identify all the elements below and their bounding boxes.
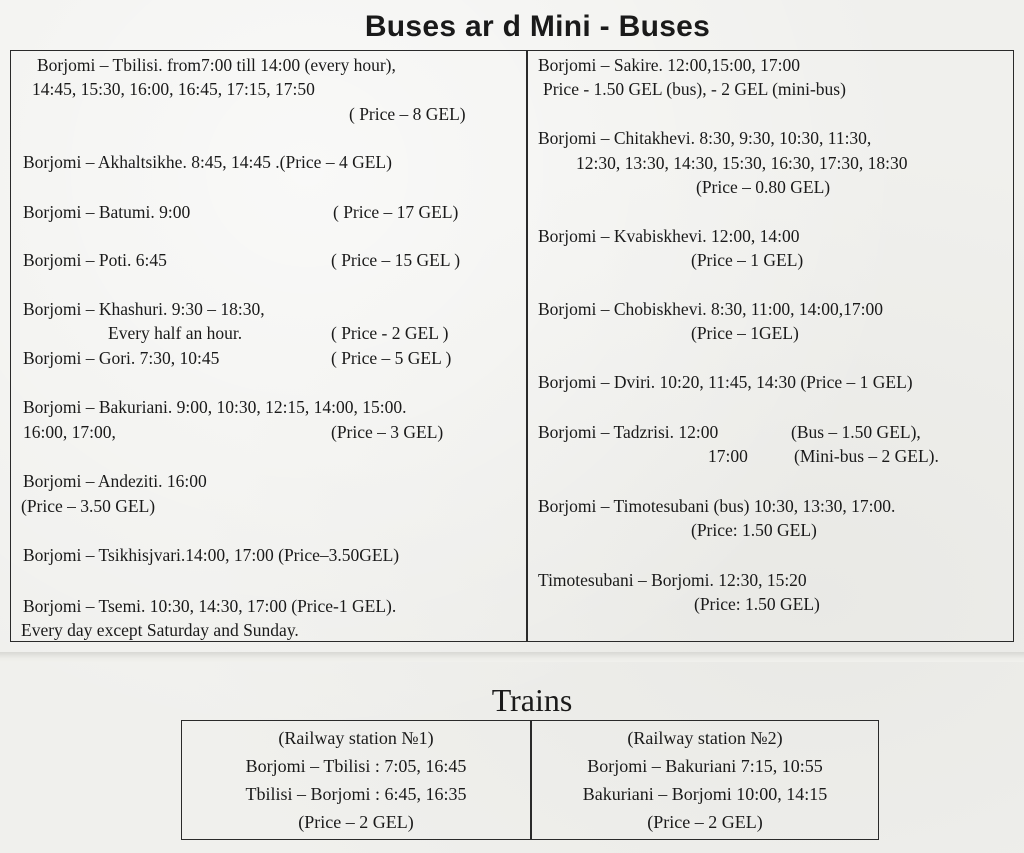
route-andeziti: Borjomi – Andeziti. 16:00 [23,471,207,491]
route-khashuri-frequency: Every half an hour. [108,323,243,343]
route-chitakhevi-times: 12:30, 13:30, 14:30, 15:30, 16:30, 17:30, 18:30 [576,153,908,173]
route-tbilisi-times: 14:45, 15:30, 16:00, 16:45, 17:15, 17:50 [32,79,315,99]
railway-station-2 [532,724,878,836]
route-poti-price: ( Price – 15 GEL ) [331,250,461,270]
route-gori-price: ( Price – 5 GEL ) [331,348,452,368]
station-1-header: (Railway station №1) [278,728,434,748]
route-tadzrisi-time2: 17:00 [708,446,748,466]
route-tbilisi-price: ( Price – 8 GEL) [349,104,466,124]
route-tbilisi: Borjomi – Tbilisi. from7:00 till 14:00 (every hour), [37,55,396,75]
route-akhaltsikhe: Borjomi – Akhaltsikhe. 8:45, 14:45 .(Price – 4 GEL) [23,152,392,172]
station-2-route-1: Borjomi – Bakuriani 7:15, 10:55 [587,756,823,776]
route-tsemi: Borjomi – Tsemi. 10:30, 14:30, 17:00 (Price-1 GEL). [23,596,397,616]
route-chobiskhevi-price: (Price – 1GEL) [691,323,799,343]
route-tsikhisjvari: Borjomi – Tsikhisjvari.14:00, 17:00 (Price–3.50GEL) [23,545,400,565]
route-tadzrisi-bus-price: (Bus – 1.50 GEL), [791,422,921,442]
route-sakire: Borjomi – Sakire. 12:00,15:00, 17:00 [538,55,801,75]
route-bakuriani-times: 16:00, 17:00, [23,422,116,442]
route-timotesubani-borjomi-price: (Price: 1.50 GEL) [694,594,820,614]
station-2-header: (Railway station №2) [627,728,783,748]
column-divider [526,51,528,641]
station-2-route-2: Bakuriani – Borjomi 10:00, 14:15 [582,784,828,804]
route-khashuri: Borjomi – Khashuri. 9:30 – 18:30, [23,299,265,319]
railway-station-1 [182,724,530,836]
page-title: Buses ar d Mini - Buses [364,10,711,43]
route-poti: Borjomi – Poti. 6:45 [23,250,167,270]
route-timotesubani: Borjomi – Timotesubani (bus) 10:30, 13:30, 17:00. [538,496,896,516]
station-1-route-1: Borjomi – Tbilisi : 7:05, 16:45 [245,756,467,776]
paper-fold [0,652,1024,662]
route-chitakhevi-price: (Price – 0.80 GEL) [696,177,831,197]
bus-schedule-table [10,50,1014,642]
route-chobiskhevi: Borjomi – Chobiskhevi. 8:30, 11:00, 14:00,17:00 [538,299,883,319]
train-schedule-table [181,720,879,840]
route-tadzrisi: Borjomi – Tadzrisi. 12:00 [538,422,719,442]
route-sakire-price: Price - 1.50 GEL (bus), - 2 GEL (mini-bus) [543,79,846,99]
route-batumi-price: ( Price – 17 GEL) [333,202,459,222]
route-andeziti-price: (Price – 3.50 GEL) [21,496,156,516]
route-gori: Borjomi – Gori. 7:30, 10:45 [23,348,220,368]
route-bakuriani-price: (Price – 3 GEL) [331,422,444,442]
route-batumi: Borjomi – Batumi. 9:00 [23,202,191,222]
route-timotesubani-price: (Price: 1.50 GEL) [691,520,817,540]
route-kvabiskhevi-price: (Price – 1 GEL) [691,250,804,270]
station-1-route-2: Tbilisi – Borjomi : 6:45, 16:35 [245,784,467,804]
trains-title: Trains [491,682,573,718]
route-dviri: Borjomi – Dviri. 10:20, 11:45, 14:30 (Price – 1 GEL) [538,372,913,392]
route-kvabiskhevi: Borjomi – Kvabiskhevi. 12:00, 14:00 [538,226,800,246]
route-khashuri-price: ( Price - 2 GEL ) [331,323,449,343]
route-bakuriani: Borjomi – Bakuriani. 9:00, 10:30, 12:15, 14:00, 15:00. [23,397,407,417]
station-2-price: (Price – 2 GEL) [647,812,763,832]
route-tsemi-note: Every day except Saturday and Sunday. [21,620,299,640]
station-1-price: (Price – 2 GEL) [298,812,414,832]
route-chitakhevi: Borjomi – Chitakhevi. 8:30, 9:30, 10:30, 11:30, [538,128,872,148]
route-tadzrisi-minibus-price: (Mini-bus – 2 GEL). [794,446,939,466]
route-timotesubani-borjomi: Timotesubani – Borjomi. 12:30, 15:20 [538,570,807,590]
